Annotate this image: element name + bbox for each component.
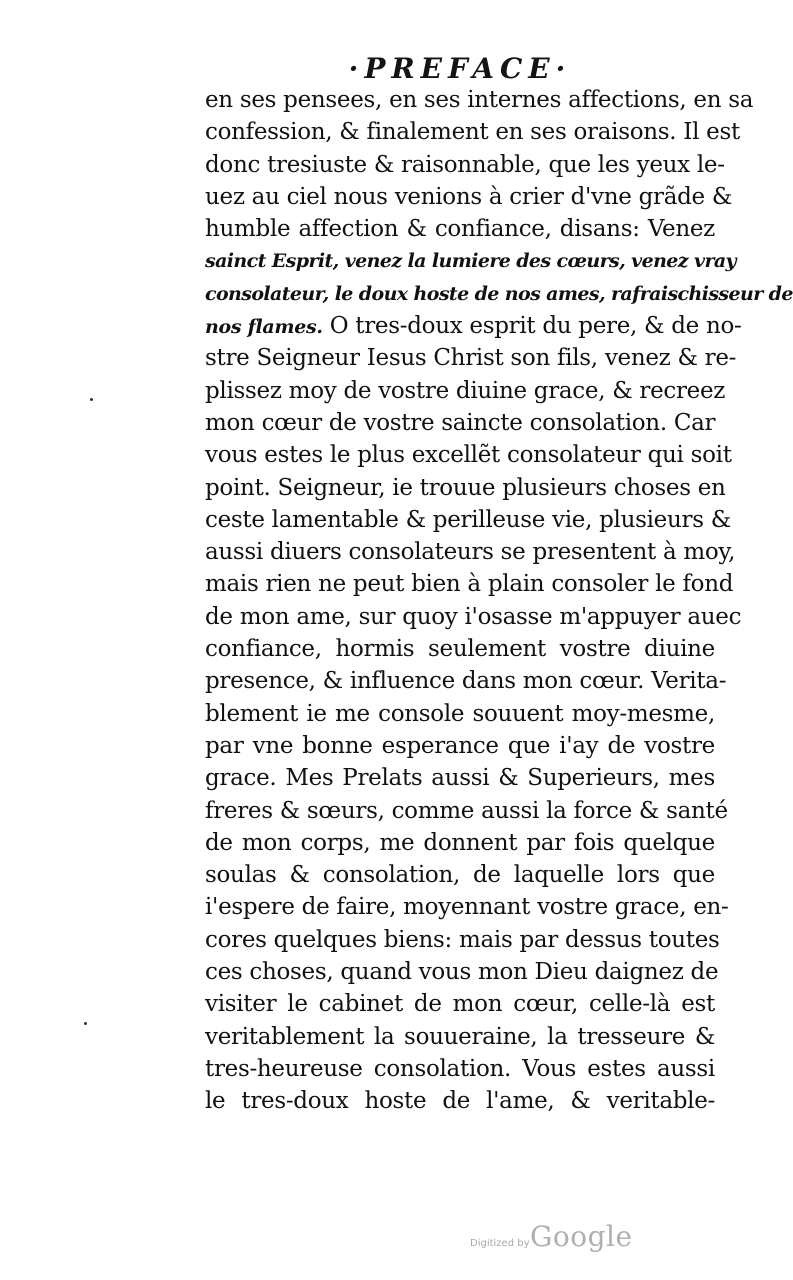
text-line: donc tresiuste & raisonnable, que les yeux le- <box>205 151 725 178</box>
italic-run: nos flames. <box>205 316 323 339</box>
text-line: mon cœur de vostre saincte consolation. Car <box>205 409 716 436</box>
google-logo: Google <box>530 1220 633 1253</box>
text-line: tres-heureuse consolation. Vous estes aussi <box>205 1055 715 1082</box>
margin-speck <box>90 398 93 401</box>
text-line <box>205 310 742 342</box>
text-line: de mon corps, me donnent par fois quelque <box>205 829 715 856</box>
text-line: veritablement la souueraine, la tresseure & <box>205 1023 715 1050</box>
text-line: mais rien ne peut bien à plain consoler le fond <box>205 571 734 598</box>
text-line: humble affection & confiance, disans: Venez <box>205 216 715 243</box>
text-line: freres & sœurs, comme aussi la force & santé <box>205 797 728 824</box>
digitized-by-google-watermark <box>470 1220 633 1256</box>
text-line: ceste lamentable & perilleuse vie, plusieurs & <box>205 506 731 533</box>
margin-speck <box>84 1022 87 1025</box>
text-line: soulas & consolation, de laquelle lors que <box>205 862 715 889</box>
text-line: en ses pensees, en ses internes affections, en sa <box>205 87 754 113</box>
text-line: uez au ciel nous venions à crier d'vne grãde & <box>205 183 733 210</box>
text-line: confession, & finalement en ses oraisons. Il est <box>205 119 740 146</box>
text-line: par vne bonne esperance que i'ay de vostre <box>205 732 715 759</box>
body-text <box>205 84 793 1118</box>
text-line: sainct Esprit, venez la lumiere des cœurs, venez vray <box>205 250 737 273</box>
text-line: confiance, hormis seulement vostre diuine <box>205 636 715 663</box>
text-line: de mon ame, sur quoy i'osasse m'appuyer auec <box>205 603 742 630</box>
roman-run: O tres-doux esprit du pere, & de no- <box>322 313 742 340</box>
text-line: le tres-doux hoste de l'ame, & veritable- <box>205 1088 715 1115</box>
text-line: blement ie me console souuent moy-mesme, <box>205 700 715 727</box>
text-line: presence, & influence dans mon cœur. Verita- <box>205 668 727 695</box>
text-line: plissez moy de vostre diuine grace, & recreez <box>205 377 726 404</box>
running-head: ·PREFACE· <box>348 52 572 85</box>
text-line: grace. Mes Prelats aussi & Superieurs, mes <box>205 765 715 792</box>
text-line: vous estes le plus excellẽt consolateur qui soit <box>205 442 732 469</box>
text-line: cores quelques biens: mais par dessus toutes <box>205 926 720 953</box>
text-line: ces choses, quand vous mon Dieu daignez de <box>205 959 719 986</box>
watermark-prefix: Digitized by <box>470 1238 530 1249</box>
text-line: i'espere de faire, moyennant vostre grace, en- <box>205 894 729 921</box>
text-line: aussi diuers consolateurs se presentent à moy, <box>205 539 736 566</box>
text-line: consolateur, le doux hoste de nos ames, rafraischisseur de <box>205 282 793 305</box>
text-line: visiter le cabinet de mon cœur, celle-là est <box>205 991 715 1018</box>
text-line: stre Seigneur Iesus Christ son fils, venez & re- <box>205 345 737 372</box>
text-line: point. Seigneur, ie trouue plusieurs choses en <box>205 474 726 501</box>
